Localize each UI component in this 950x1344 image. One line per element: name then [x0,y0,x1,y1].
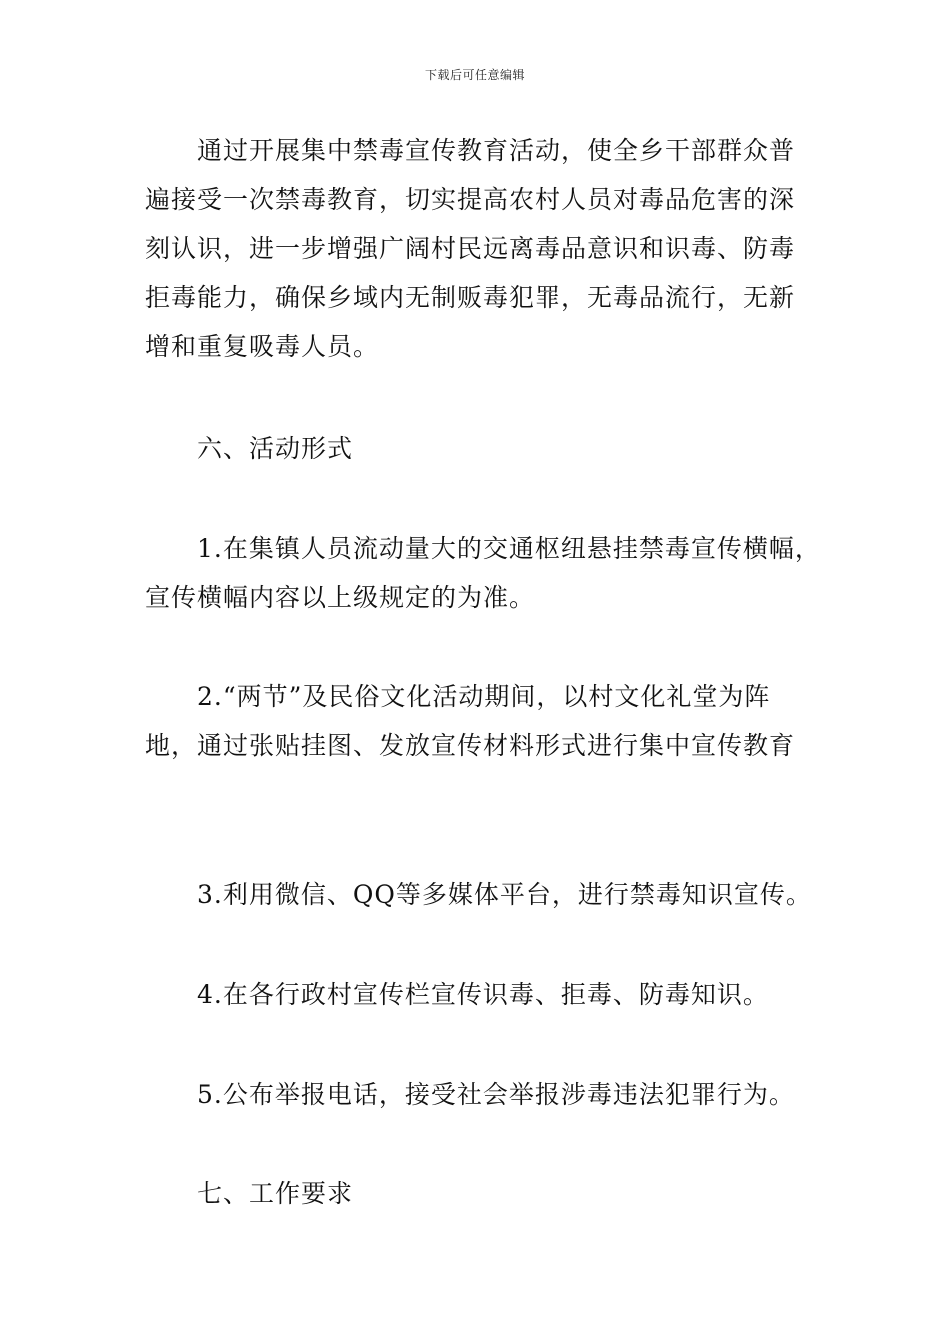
paragraph-purpose [145,126,815,371]
heading-text: 七、工作要求 [197,1179,354,1208]
list-item-5 [145,1070,815,1119]
section-heading-activity-form [145,424,815,473]
list-item-1 [145,524,821,622]
section-heading-work-requirements [145,1169,815,1218]
text-line: 地，通过张贴挂图、发放宣传材料形式进行集中宣传教育 [145,731,796,760]
text-line: 宣传横幅内容以上级规定的为准。 [145,583,536,612]
text-line: 通过开展集中禁毒宣传教育活动，使全乡干部群众普 [197,136,796,165]
heading-text: 六、活动形式 [197,434,354,463]
text-line: 4.在各行政村宣传栏宣传识毒、拒毒、防毒知识。 [197,980,769,1009]
text-line: 刻认识，进一步增强广阔村民远离毒品意识和识毒、防毒 [145,234,796,263]
list-item-4 [145,970,815,1019]
text-line: 遍接受一次禁毒教育，切实提高农村人员对毒品危害的深 [145,185,796,214]
text-line: 3.利用微信、QQ等多媒体平台，进行禁毒知识宣传。 [197,880,812,909]
text-line: 2.“两节”及民俗文化活动期间，以村文化礼堂为阵 [197,682,771,711]
text-line: 拒毒能力，确保乡域内无制贩毒犯罪，无毒品流行，无新 [145,283,796,312]
text-line: 1.在集镇人员流动量大的交通枢纽悬挂禁毒宣传横幅， [197,534,821,563]
list-item-2 [145,672,815,770]
text-line: 增和重复吸毒人员。 [145,332,380,361]
text-line: 5.公布举报电话，接受社会举报涉毒违法犯罪行为。 [197,1080,795,1109]
list-item-3 [145,870,815,919]
page-header: 下载后可任意编辑 [424,68,525,82]
